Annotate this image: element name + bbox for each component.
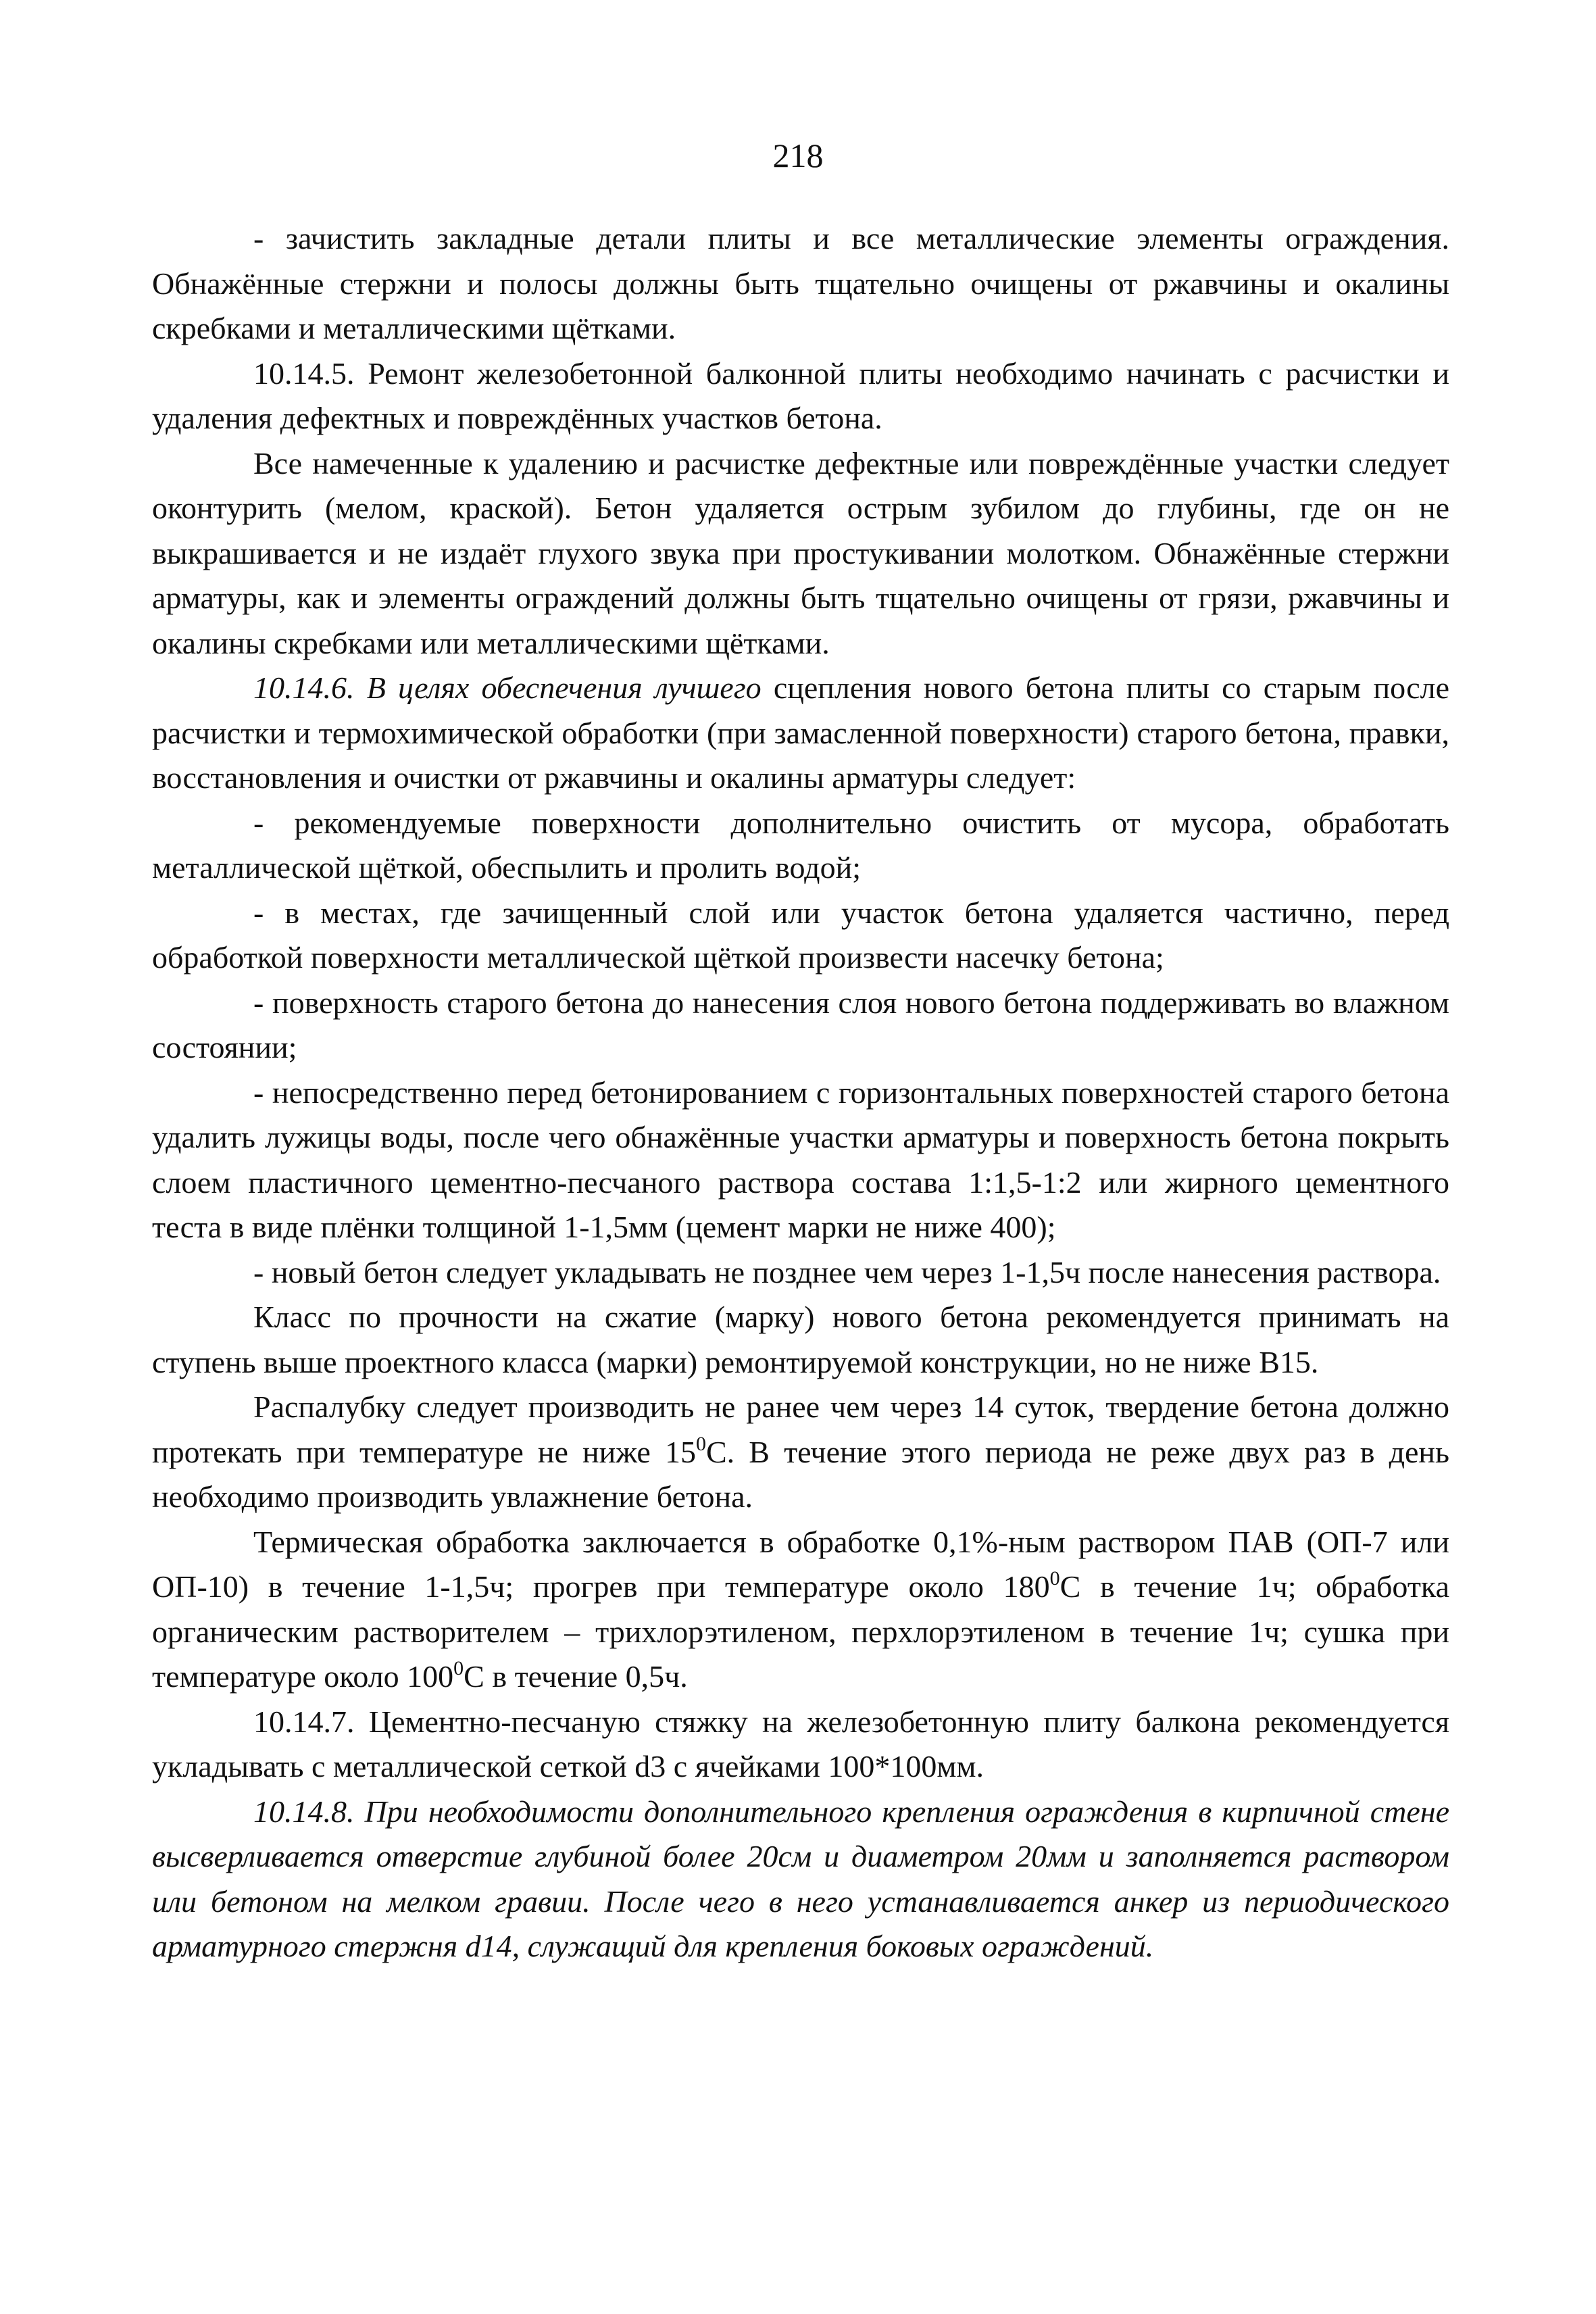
paragraph-10-14-6-lead: 10.14.6. В целях обеспечения лучшего [253,670,762,705]
degree-superscript: 0 [695,1432,706,1455]
paragraph-10-14-8: 10.14.8. При необходимости дополнительного крепления ограждения в кирпичной стене высверливается отверстие глубиной более 20см и диаметром 20мм и заполняется раствором или бетоном на мелком гравии. После чего в него устанавливается анкер из периодического арматурного стержня d14, служащий для крепления боковых ограждений. [152,1794,1449,1963]
paragraph-strength-class: Класс по прочности на сжатие (марку) нового бетона рекомендуется принимать на ступень выше проектного класса (марки) ремонтируемой конструкции, но не ниже В15. [152,1300,1449,1379]
paragraph-cleanup-embedded-parts: - зачистить закладные детали плиты и все металлические элементы ограждения. Обнажённые стержни и полосы должны быть тщательно очищены от ржавчины и окалины скребками и металлическими щётками. [152,221,1449,345]
paragraph-10-14-7: 10.14.7. Цементно-песчаную стяжку на железобетонную плиту балкона рекомендуется укладывать с металлической сеткой d3 с ячейками 100*100мм. [152,1704,1449,1783]
degree-superscript: 0 [1049,1567,1060,1590]
list-item-remove-puddles: - непосредственно перед бетонированием с горизонтальных поверхностей старого бетона удалить лужицы воды, после чего обнажённые участки арматуры и поверхность бетона покрыть слоем пластичного цементно-песчаного раствора состава 1:1,5-1:2 или жирного цементного теста в виде плёнки толщиной 1-1,5мм (цемент марки не ниже 400); [152,1075,1449,1244]
formwork-text-b: С. В течение этого периода не реже двух раз в день необходимо производить увлажнение бетона. [152,1434,1449,1514]
list-item-clean-surfaces: - рекомендуемые поверхности дополнительно очистить от мусора, обработать металлической щёткой, обеспылить и пролить водой; [152,805,1449,885]
formwork-text-a: Распалубку следует производить не ранее чем через 14 суток, твердение бетона должно протекать при температуре не ниже 15 [152,1389,1449,1469]
paragraph-10-14-6 [152,666,1449,801]
page-number: 218 [772,137,824,174]
paragraph-thermal-treatment [152,1520,1449,1700]
thermal-text-a: Термическая обработка заключается в обработке 0,1%-ным раствором ПАВ (ОП-7 или ОП-10) в течение 1-1,5ч; прогрев при температуре около 180 [152,1524,1449,1604]
degree-superscript: 0 [453,1657,464,1679]
thermal-text-c: С в течение 0,5ч. [464,1659,688,1694]
list-item-notching: - в местах, где зачищенный слой или участок бетона удаляется частично, перед обработкой поверхности металлической щёткой произвести насечку бетона; [152,895,1449,975]
thermal-text-b: С в течение 1ч; обработка органическим растворителем – трихлорэтиленом, перхлорэтиленом в течение 1ч; сушка при температуре около 100 [152,1569,1449,1694]
paragraph-10-14-6-text: сцепления нового бетона плиты со старым после расчистки и термохимической обработки (при замасленной поверхности) старого бетона, правки, восстановления и очистки от ржавчины и окалины арматуры следует: [152,670,1449,795]
paragraph-outline-defects: Все намеченные к удалению и расчистке дефектные или повреждённые участки следует оконтурить (мелом, краской). Бетон удаляется острым зубилом до глубины, где он не выкрашивается и не издаёт глухого звука при простукивании молотком. Обнажённые стержни арматуры, как и элементы ограждений должны быть тщательно очищены от грязи, ржавчины и окалины скребками или металлическими щётками. [152,445,1449,660]
document-body [152,216,1449,1969]
list-item-lay-new-concrete: - новый бетон следует укладывать не позднее чем через 1-1,5ч после нанесения раствора. [253,1254,1441,1289]
paragraph-10-14-5: 10.14.5. Ремонт железобетонной балконной плиты необходимо начинать с расчистки и удаления дефектных и повреждённых участков бетона. [152,355,1449,435]
paragraph-formwork-removal [152,1385,1449,1520]
list-item-keep-moist: - поверхность старого бетона до нанесения слоя нового бетона поддерживать во влажном состоянии; [152,985,1449,1064]
